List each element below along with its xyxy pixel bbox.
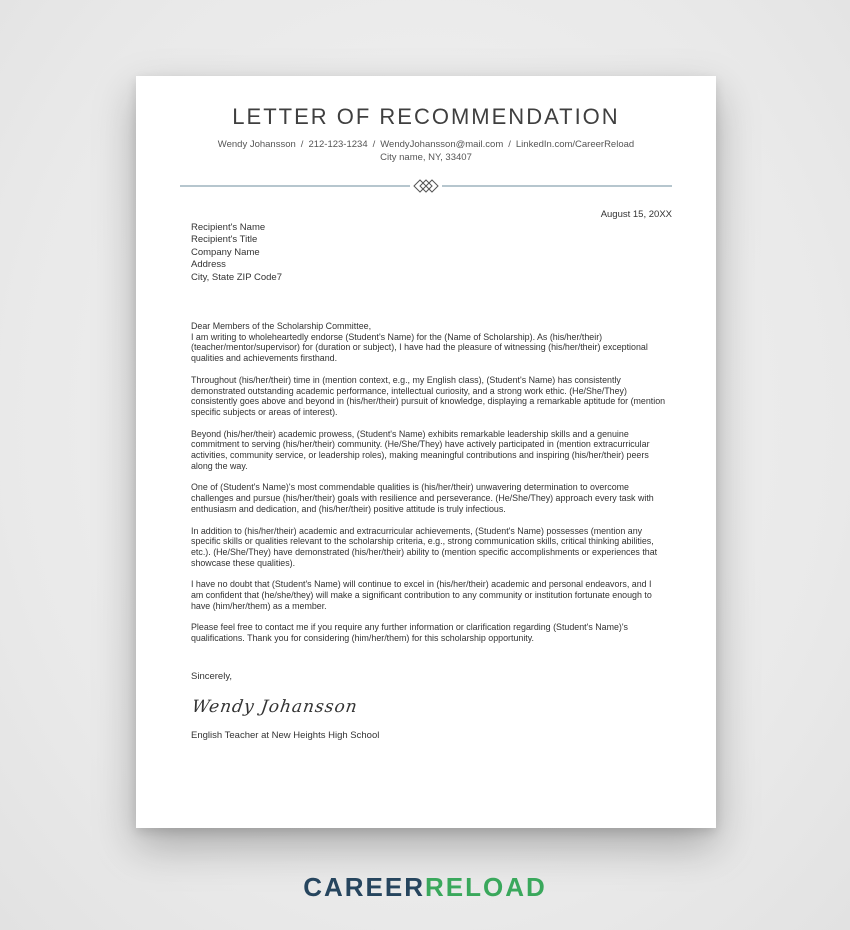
paragraph-1: I am writing to wholeheartedly endorse (Student's Name) for the (Name of Scholarship). As (his/her/their) (teacher/mentor/supervisor) for (duration or subject), I have had the pleasure of witnessing (his/her/their) exceptional qualities and achievements firsthand.: [191, 331, 648, 364]
contact-separator: /: [508, 139, 511, 150]
paragraph-4: One of (Student's Name)'s most commendable qualities is (his/her/their) unwavering determination to overcome challenges and pursue (his/her/their) goals with resilience and perseverance. (He/She/They) approach every task with enthusiasm and dedication, and (his/her/their) positive attitude is truly infectious.: [191, 482, 654, 514]
recipient-block: [191, 222, 282, 284]
contact-city: City name, NY, 33407: [380, 152, 472, 163]
greeting: Dear Members of the Scholarship Committee,: [191, 321, 372, 331]
contact-info: [136, 138, 716, 164]
contact-phone: 212-123-1234: [308, 139, 368, 150]
recipient-company: Company Name: [191, 246, 260, 258]
recipient-name: Recipient's Name: [191, 222, 266, 233]
paragraph-2: Throughout (his/her/their) time in (mention context, e.g., my English class), (Student's Name) has consistently demonstrated outstanding academic performance, intellectual curiosity, and a strong work ethic. (He/She/They) consistently goes above and beyond in (his/her/their) pursuit of knowledge, displaying a remarkable aptitude for (mention specific subjects or areas of interest).: [191, 374, 666, 417]
brand-reload: RELOAD: [425, 872, 547, 902]
brand-logo: [0, 872, 850, 903]
recipient-city: City, State ZIP Code7: [191, 271, 282, 283]
signoff: Sincerely,: [191, 671, 233, 682]
letter-date: August 15, 20XX: [600, 209, 672, 220]
letter-title: LETTER OF RECOMMENDATION: [232, 104, 620, 129]
letter-body: [191, 321, 666, 655]
header-divider: [180, 178, 672, 194]
paragraph-6: I have no doubt that (Student's Name) will continue to excel in (his/her/their) academic and personal endeavors, and I am confident that (he/she/they) will make a significant contribution to any community or institution fortunate enough to have (him/her/them) as a member.: [191, 579, 652, 611]
contact-linkedin: LinkedIn.com/CareerReload: [515, 139, 635, 150]
paragraph-7: Please feel free to contact me if you require any further information or clarification regarding (Student's Name)'s qualifications. Thank you for considering (him/her/them) for this scholarship opportunity.: [191, 622, 628, 644]
letter-page: [136, 76, 716, 828]
contact-separator: /: [300, 139, 304, 150]
recipient-title: Recipient's Title: [191, 234, 258, 246]
contact-name: Wendy Johansson: [217, 139, 296, 150]
paragraph-3: Beyond (his/her/their) academic prowess, (Student's Name) exhibits remarkable leadership skills and a genuine commitment to serving (his/her/their) community. (He/She/They) have actively participated in (mention extracurricular activities, community service, or leadership roles), making meaningful contributions and inspiring (his/her/their) peers along the way.: [191, 428, 650, 471]
signature: Wendy Johansson: [190, 697, 360, 717]
contact-email: WendyJohansson@mail.com: [380, 139, 504, 150]
recipient-address: Address: [191, 259, 226, 271]
signer-title: English Teacher at New Heights High School: [191, 730, 380, 741]
diamond-ornament-icon: [414, 180, 438, 192]
brand-career: CAREER: [303, 872, 425, 902]
paragraph-5: In addition to (his/her/their) academic and extracurricular achievements, (Student's Name) possesses (mention any specific skills or qualities relevant to the scholarship criteria, e.g., strong communication skills, critical thinking abilities, etc.). (He/She/They) have demonstrated (his/her/their) ability to (mention specific accomplishments or experiences that showcase these qualities).: [191, 525, 658, 568]
contact-separator: /: [372, 139, 376, 150]
